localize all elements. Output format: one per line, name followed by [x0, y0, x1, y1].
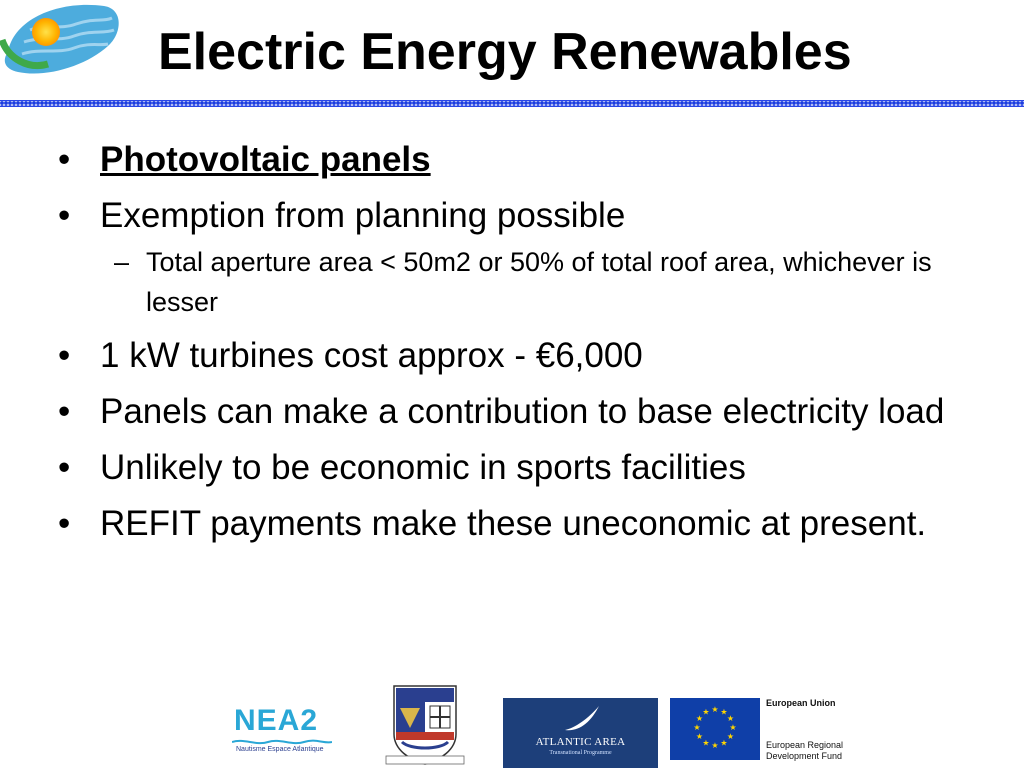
bullet-marker: • — [58, 196, 71, 235]
svg-text:★: ★ — [726, 714, 735, 723]
bullet-text: Photovoltaic panels — [100, 140, 431, 179]
svg-text:★: ★ — [702, 738, 710, 748]
nea2-logo — [232, 704, 336, 758]
wave-icon — [232, 738, 332, 746]
eu-flag-icon — [670, 698, 760, 760]
bullet-text: 1 kW turbines cost approx - €6,000 — [100, 336, 643, 375]
bullet-item — [58, 194, 988, 238]
bullet-marker: • — [58, 392, 71, 431]
bullet-item — [58, 138, 988, 182]
svg-text:★: ★ — [695, 714, 704, 723]
atlantic-area-subtitle: Transnational Programme — [549, 750, 612, 756]
title-divider — [0, 100, 1024, 107]
atlantic-area-name: ATLANTIC AREA — [535, 736, 626, 748]
svg-text:★: ★ — [711, 741, 719, 750]
svg-text:★: ★ — [693, 723, 701, 732]
nea2-subtitle: Nautisme Espace Atlantique — [236, 746, 324, 753]
bullet-item — [58, 334, 988, 378]
sub-bullet-text: Total aperture area < 50m2 or 50% of total roof area, whichever is lesser — [146, 247, 932, 317]
sun-wave-logo-icon — [0, 0, 124, 78]
svg-text:★: ★ — [726, 732, 735, 741]
svg-text:★: ★ — [711, 705, 719, 714]
bullet-text: Exemption from planning possible — [100, 196, 626, 235]
svg-text:★: ★ — [720, 738, 728, 748]
bullet-text: Unlikely to be economic in sports facilities — [100, 448, 746, 487]
sub-bullet-item — [58, 242, 988, 322]
partner-logos — [0, 684, 1024, 768]
svg-text:★: ★ — [729, 723, 737, 732]
coat-of-arms-icon — [380, 684, 470, 768]
bullet-text: Panels can make a contribution to base electricity load — [100, 392, 945, 431]
slide-title: Electric Energy Renewables — [158, 23, 852, 81]
swoosh-icon — [561, 704, 603, 734]
bullet-marker: • — [58, 336, 71, 375]
bullet-marker: • — [58, 140, 71, 179]
bullet-item — [58, 390, 988, 434]
bullet-marker: • — [58, 504, 71, 543]
eu-fund-label: European Regional Development Fund — [766, 740, 844, 761]
eu-label: European Union — [766, 698, 836, 708]
bullet-marker: • — [58, 448, 71, 487]
sub-bullet-marker: – — [114, 247, 130, 277]
svg-text:★: ★ — [702, 707, 710, 717]
bullet-item — [58, 446, 988, 490]
bullet-item — [58, 502, 988, 546]
atlantic-area-logo — [503, 698, 658, 768]
bullet-list — [58, 138, 988, 558]
svg-text:★: ★ — [695, 732, 704, 741]
bullet-text: REFIT payments make these uneconomic at present. — [100, 504, 927, 543]
nea2-name: NEA2 — [234, 704, 319, 737]
svg-text:★: ★ — [720, 707, 728, 717]
